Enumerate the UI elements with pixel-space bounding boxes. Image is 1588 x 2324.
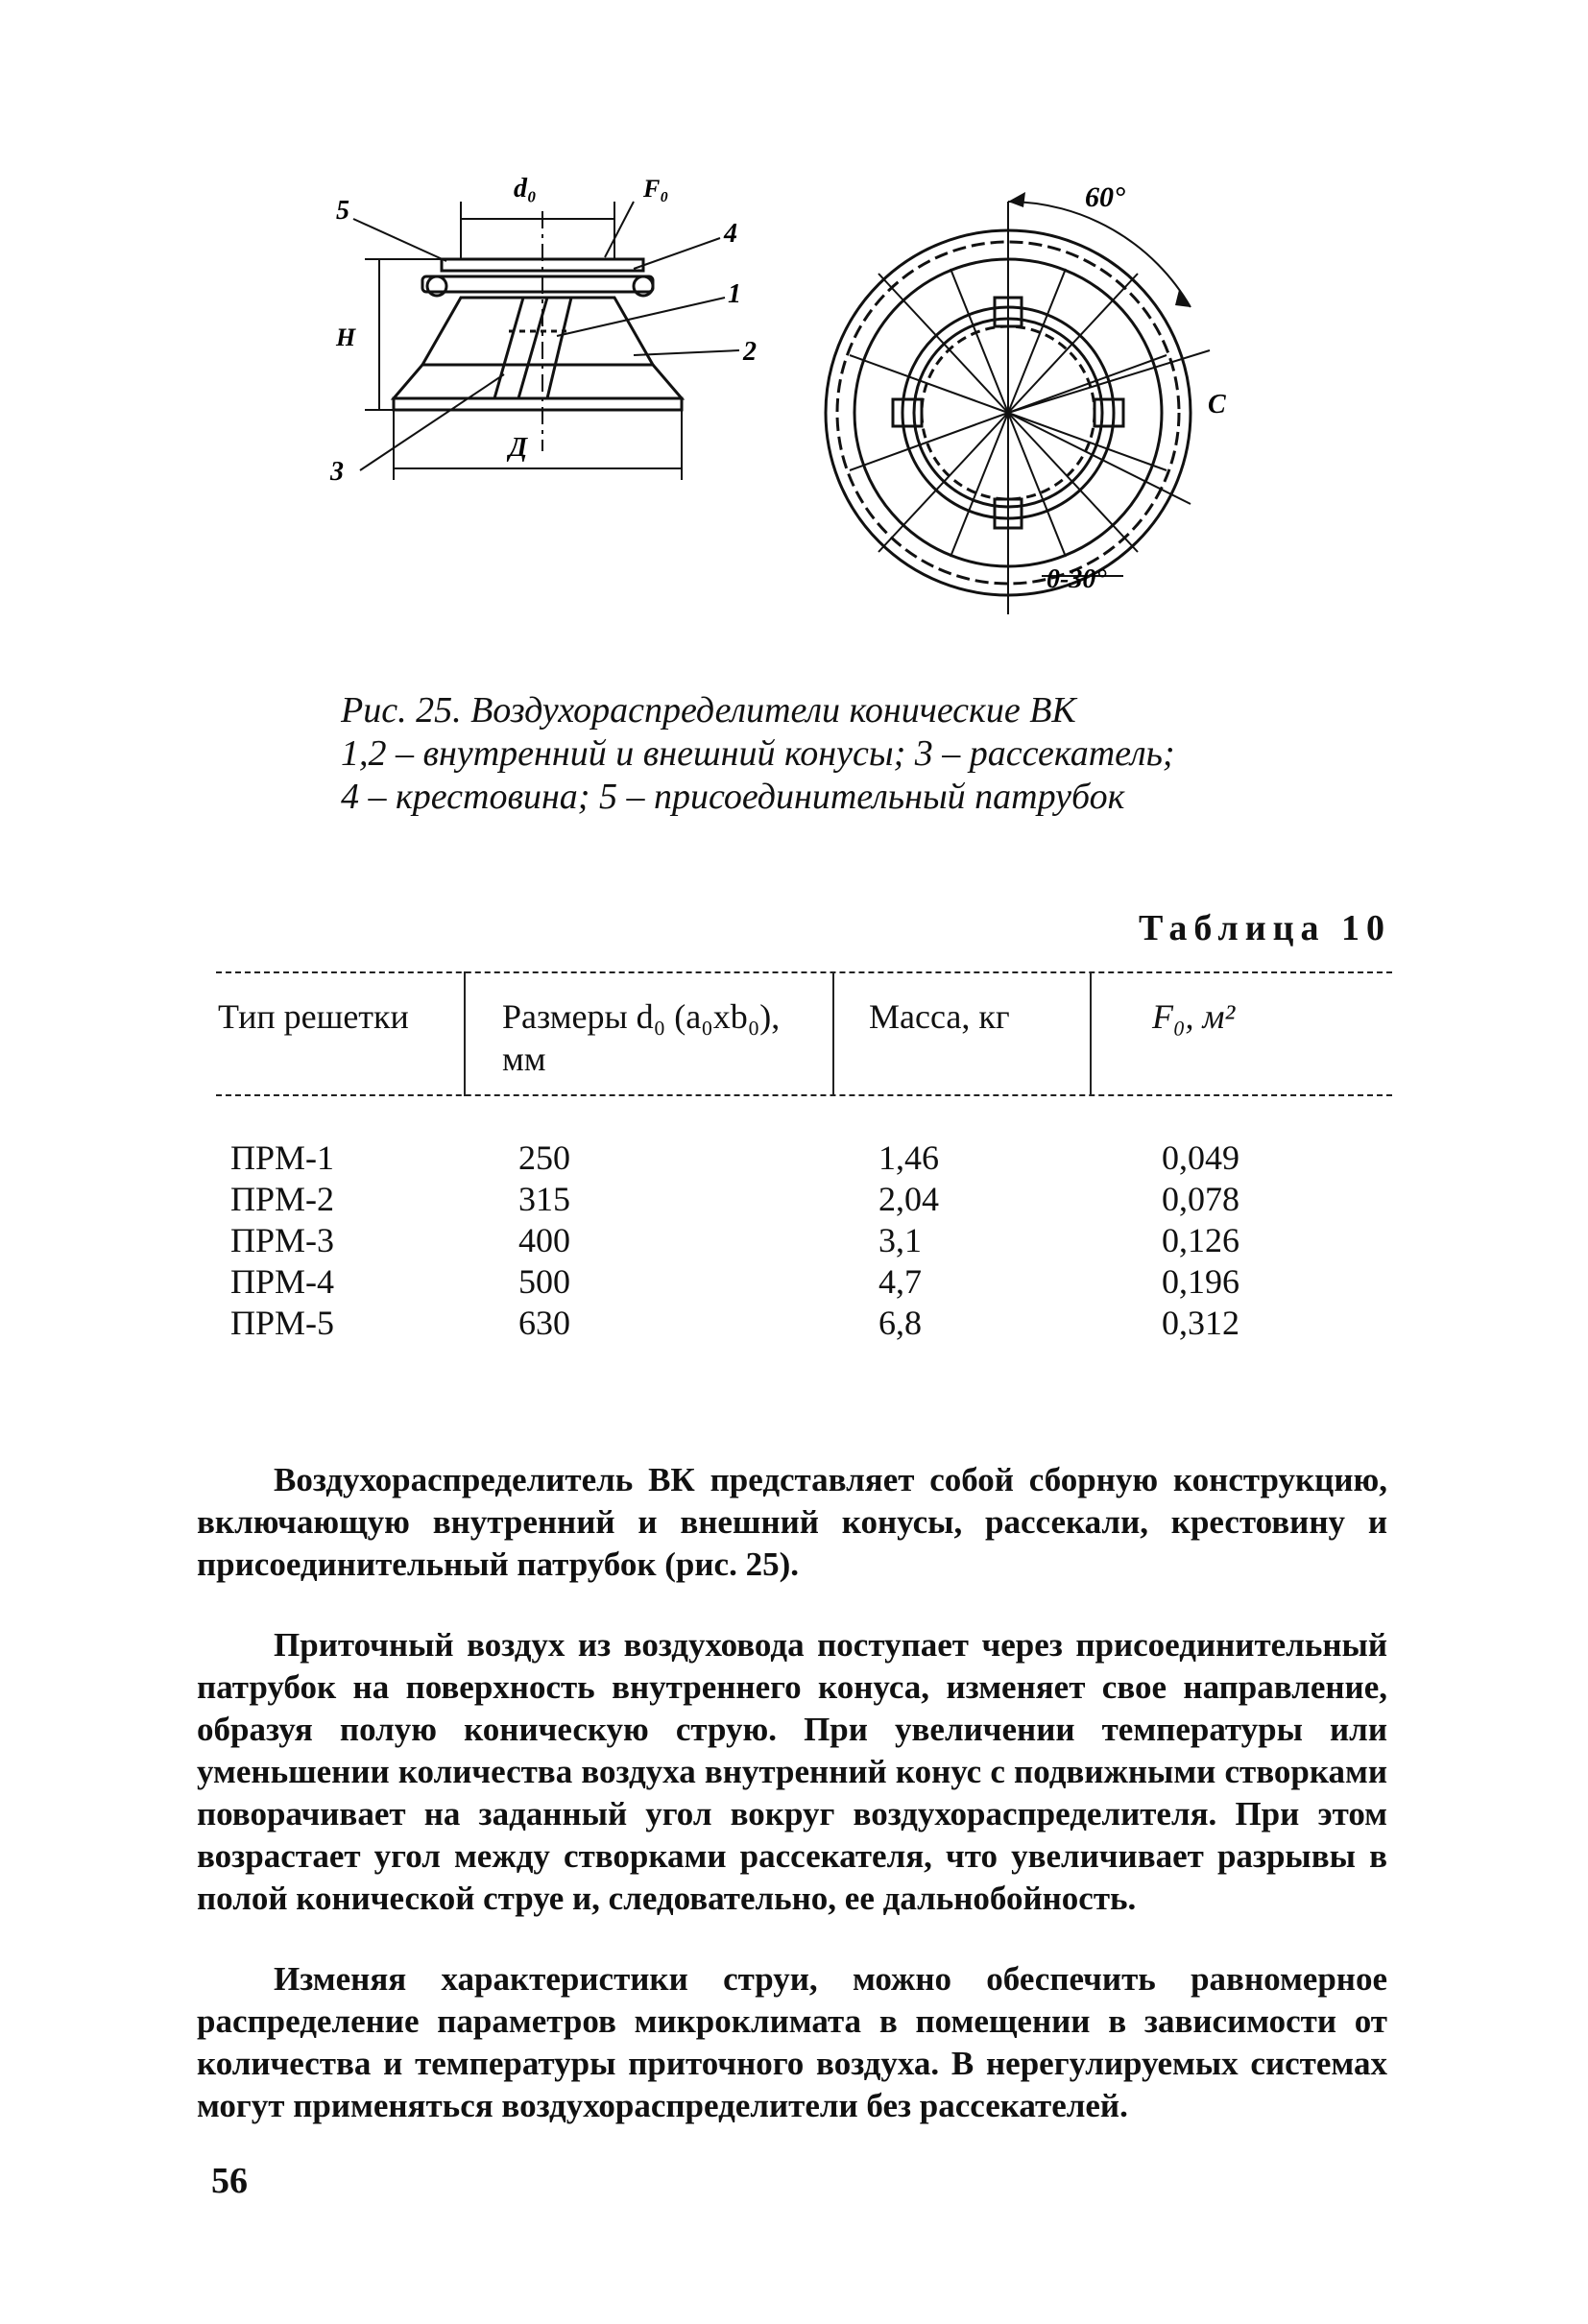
figure-side-view	[317, 163, 768, 518]
cell-area: 0,049	[1162, 1138, 1239, 1177]
label-2: 2	[743, 337, 757, 367]
cell-area: 0,078	[1162, 1180, 1239, 1218]
cell-size: 500	[518, 1262, 570, 1301]
cell-type: ПРМ-4	[230, 1262, 335, 1301]
table-divider	[1090, 971, 1092, 1096]
cell-size: 630	[518, 1304, 570, 1342]
cell-type: ПРМ-5	[230, 1304, 335, 1342]
table-divider	[464, 971, 466, 1096]
label-dd: Д	[509, 433, 528, 463]
cell-area: 0,312	[1162, 1304, 1239, 1342]
paragraph: Воздухораспределитель ВК представляет собой сборную конструкцию, включающую внутренний и внешний конусы, рассекали, крестовину и присоединительный патрубок (рис. 25).	[197, 1461, 1387, 1583]
table-body	[216, 1138, 1392, 1344]
table-divider	[832, 971, 834, 1096]
cell-mass: 6,8	[878, 1304, 922, 1342]
header-size-unit: мм	[502, 1040, 546, 1078]
caption-line-3: 4 – крестовина; 5 – присоединительный патрубок	[341, 777, 1125, 817]
label-5: 5	[336, 196, 349, 226]
label-3: 3	[330, 457, 344, 487]
cell-size: 250	[518, 1138, 570, 1177]
cell-area: 0,126	[1162, 1221, 1239, 1259]
table-row	[216, 1303, 1392, 1344]
cell-area: 0,196	[1162, 1262, 1239, 1301]
cell-mass: 1,46	[878, 1138, 939, 1177]
header-area: F₀, м²	[1152, 997, 1236, 1036]
label-1: 1	[728, 279, 741, 309]
cell-type: ПРМ-3	[230, 1221, 335, 1259]
label-angle: 60°	[1085, 181, 1125, 213]
table-row	[216, 1261, 1392, 1303]
plan-view-drawing	[806, 163, 1248, 634]
body-text	[197, 1459, 1387, 2166]
table-row	[216, 1179, 1392, 1220]
cell-mass: 3,1	[878, 1221, 922, 1259]
label-f0: F₀	[643, 175, 669, 203]
figure-plan-view	[806, 163, 1248, 634]
label-4: 4	[724, 219, 737, 249]
page-number: 56	[211, 2161, 248, 2201]
cell-size: 315	[518, 1180, 570, 1218]
cell-size: 400	[518, 1221, 570, 1259]
table-row	[216, 1220, 1392, 1261]
paragraph: Приточный воздух из воздуховода поступает через присоединительный патрубок на поверхность внутреннего конуса, изменяет свое направление, образуя полую коническую струю. При увеличении температуры или уменьшении количества воздуха внутренний конус с подвижными створками поворачивает на заданный угол вокруг воздухораспределителя. При этом возрастает угол между створками рассекателя, что увеличивает разрывы в полой конической струе и, следовательно, ее дальнобойность.	[197, 1626, 1387, 1917]
header-type: Тип решетки	[218, 997, 409, 1036]
label-d0: d₀	[514, 174, 537, 204]
table-header-rule	[216, 1094, 1392, 1096]
label-side: C	[1208, 390, 1226, 419]
caption-line-1: Рис. 25. Воздухораспределители конические ВК	[341, 690, 1076, 731]
label-h: H	[336, 323, 356, 351]
cell-mass: 2,04	[878, 1180, 939, 1218]
table-top-rule	[216, 971, 1392, 973]
table-header	[216, 971, 1392, 1096]
table-row	[216, 1138, 1392, 1179]
paragraph: Изменяя характеристики струи, можно обеспечить равномерное распределение параметров микроклимата в помещении в зависимости от количества и температуры приточного воздуха. В нерегулируемых системах могут применяться воздухораспределители без рассекателей.	[197, 1960, 1387, 2124]
figure-caption	[341, 689, 1263, 819]
cell-mass: 4,7	[878, 1262, 922, 1301]
cell-type: ПРМ-2	[230, 1180, 335, 1218]
table-label: Таблица 10	[1138, 908, 1391, 948]
header-size: Размеры d₀ (a₀xb₀),	[502, 997, 781, 1036]
side-view-drawing	[317, 163, 768, 518]
header-mass: Масса, кг	[869, 997, 1010, 1036]
caption-line-2: 1,2 – внутренний и внешний конусы; 3 – рассекатель;	[341, 733, 1175, 774]
cell-type: ПРМ-1	[230, 1138, 335, 1177]
label-range: 0-30°	[1047, 564, 1107, 594]
